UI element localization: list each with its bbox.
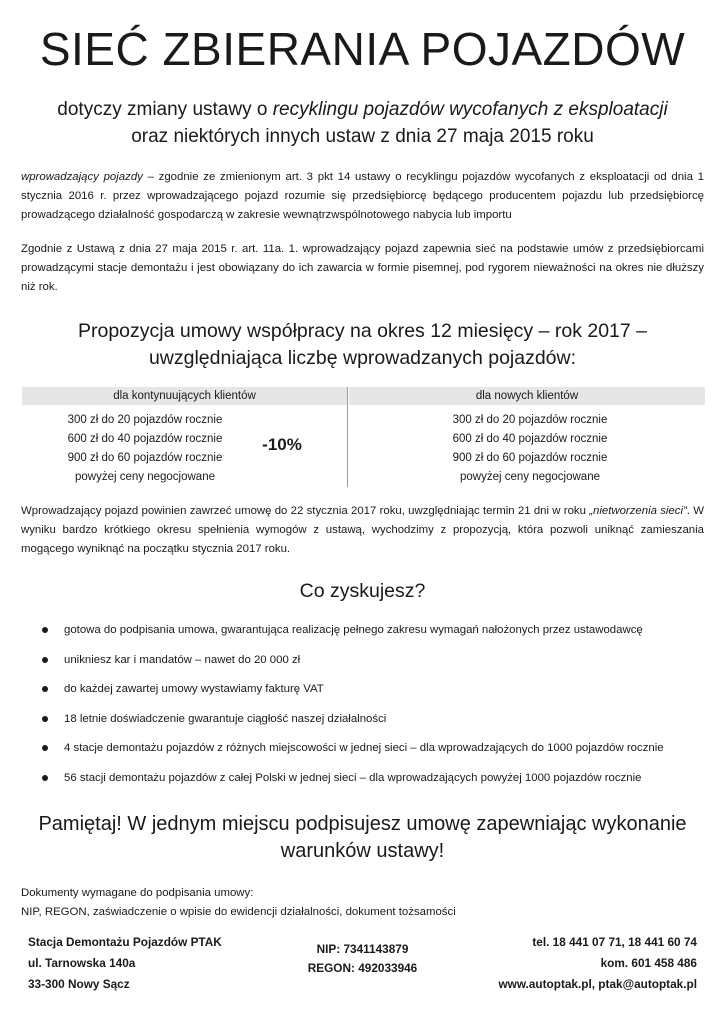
- reminder-heading: [0, 811, 725, 865]
- bullet-icon: [42, 745, 48, 751]
- definition-term: wprowadzający pojazdy: [21, 171, 143, 183]
- reminder-line-1: Pamiętaj! W jednym miejscu podpisujesz umowę zapewniając wykonanie: [38, 813, 687, 835]
- mobile-number: kom. 601 458 486: [600, 956, 697, 970]
- page-title: SIEĆ ZBIERANIA POJAZDÓW: [39, 23, 686, 75]
- new-clients-tiers: [410, 411, 650, 487]
- definition-text: – zgodnie ze zmienionym art. 3 pkt 14 ustawy o recyklingu pojazdów wycofanych z eksploatacji od dnia 1 stycznia 2016 r. przez wprowadzającego pojazd rozumie się przedsiębiorcę będącego producentem pojazdu lub przedsiębiorcę prowadzącego działalność gospodarczą w zakresie wewnątrzwspólnotowego nabycia lub importu: [21, 171, 704, 221]
- price-tier: 900 zł do 60 pojazdów rocznie: [452, 452, 608, 464]
- city-address: 33-300 Nowy Sącz: [28, 977, 130, 991]
- benefits-list: [42, 622, 712, 799]
- price-tier: 600 zł do 40 pojazdów rocznie: [67, 433, 223, 445]
- company-name: Stacja Demontażu Pojazdów PTAK: [28, 935, 222, 949]
- benefit-text: do każdej zawartej umowy wystawiamy fakturę VAT: [64, 683, 324, 695]
- list-item: [42, 681, 712, 711]
- nip-number: NIP: 7341143879: [316, 942, 409, 956]
- benefit-text: unikniesz kar i mandatów – nawet do 20 000 zł: [64, 653, 301, 666]
- deadline-text-1: Wprowadzający pojazd powinien zawrzeć umowę do 22 stycznia 2017 roku, uwzględniając termin 21 dni w roku: [21, 505, 590, 517]
- list-item: [42, 770, 712, 800]
- list-item: [42, 652, 712, 682]
- price-tier: 900 zł do 60 pojazdów rocznie: [67, 452, 223, 464]
- bullet-icon: [42, 775, 48, 781]
- bullet-icon: [42, 686, 48, 692]
- existing-clients-header: dla kontynuujących klientów: [22, 387, 347, 405]
- footer-address: [28, 932, 222, 995]
- price-tier: 300 zł do 20 pojazdów rocznie: [67, 414, 223, 426]
- reminder-line-2: warunków ustawy!: [280, 840, 445, 862]
- subtitle-line-1: [0, 96, 725, 123]
- proposal-heading-line-1: Propozycja umowy współpracy na okres 12 miesięcy – rok 2017 –: [77, 320, 647, 342]
- deadline-paragraph: [21, 502, 704, 559]
- benefit-text: 18 letnie doświadczenie gwarantuje ciągłość naszej działalności: [64, 712, 387, 725]
- subtitle-law-name: recyklingu pojazdów wycofanych z eksploatacji: [272, 99, 668, 120]
- proposal-heading-line-2: uwzględniająca liczbę wprowadzanych pojazdów:: [148, 347, 577, 369]
- benefit-text: 4 stacje demontażu pojazdów z różnych miejscowości w jednej sieci – dla wprowadzających do 1000 pojazdów rocznie: [64, 742, 664, 754]
- column-divider: [347, 387, 348, 487]
- required-documents: [21, 884, 456, 922]
- discount-badge: -10%: [262, 435, 302, 454]
- phone-numbers: tel. 18 441 07 71, 18 441 60 74: [532, 935, 697, 949]
- law-paragraph: Zgodnie z Ustawą z dnia 27 maja 2015 r. art. 11a. 1. wprowadzający pojazd zapewnia sieć na podstawie umów z przedsiębiorcami prowadzącymi stacje demontażu i jest obowiązany do ich zawarcia w formie pisemnej, pod rygorem nieważności na okres nie dłuższy niż rok.: [21, 243, 704, 293]
- list-item: [42, 740, 712, 770]
- benefit-text: gotowa do podpisania umowa, gwarantująca realizację pełnego zakresu wymagań nałożonych przez ustawodawcę: [64, 624, 643, 636]
- price-tier: powyżej ceny negocjowane: [459, 471, 600, 483]
- footer-contact: [498, 932, 697, 995]
- footer-registration: [300, 940, 425, 978]
- list-item: [42, 622, 712, 652]
- price-tier: 600 zł do 40 pojazdów rocznie: [452, 433, 608, 445]
- definition-paragraph: [21, 168, 704, 225]
- pricing-table: [22, 387, 705, 492]
- regon-number: REGON: 492033946: [307, 961, 418, 975]
- documents-label: Dokumenty wymagane do podpisania umowy:: [21, 887, 254, 899]
- subtitle-line-2: oraz niektórych innych ustaw z dnia 27 maja 2015 roku: [131, 126, 594, 147]
- new-clients-header: dla nowych klientów: [349, 387, 705, 405]
- price-tier: powyżej ceny negocjowane: [74, 471, 215, 483]
- benefits-heading: Co zyskujesz?: [299, 580, 426, 602]
- proposal-heading: [0, 318, 725, 372]
- bullet-icon: [42, 657, 48, 663]
- existing-clients-tiers: [40, 411, 250, 487]
- subtitle-prefix: dotyczy zmiany ustawy o: [57, 99, 273, 120]
- deadline-text-2: . W wyniku bardzo krótkiego okresu spełnienia wymogów z ustawą, wychodzimy z propozycją, która pozwoli uniknąć zamieszania mogącego wyniknąć na początku stycznia 2017 roku.: [21, 505, 704, 555]
- bullet-icon: [42, 716, 48, 722]
- deadline-italic: „nietworzenia sieci”: [589, 505, 687, 517]
- documents-list: NIP, REGON, zaświadczenie o wpisie do ewidencji działalności, dokument tożsamości: [21, 906, 456, 918]
- street-address: ul. Tarnowska 140a: [28, 956, 136, 970]
- subtitle: [0, 96, 725, 150]
- website-email: www.autoptak.pl, ptak@autoptak.pl: [498, 977, 697, 991]
- benefit-text: 56 stacji demontażu pojazdów z całej Polski w jednej sieci – dla wprowadzających powyżej 1000 pojazdów rocznie: [64, 771, 642, 784]
- list-item: [42, 711, 712, 741]
- price-tier: 300 zł do 20 pojazdów rocznie: [452, 414, 608, 426]
- bullet-icon: [42, 627, 48, 633]
